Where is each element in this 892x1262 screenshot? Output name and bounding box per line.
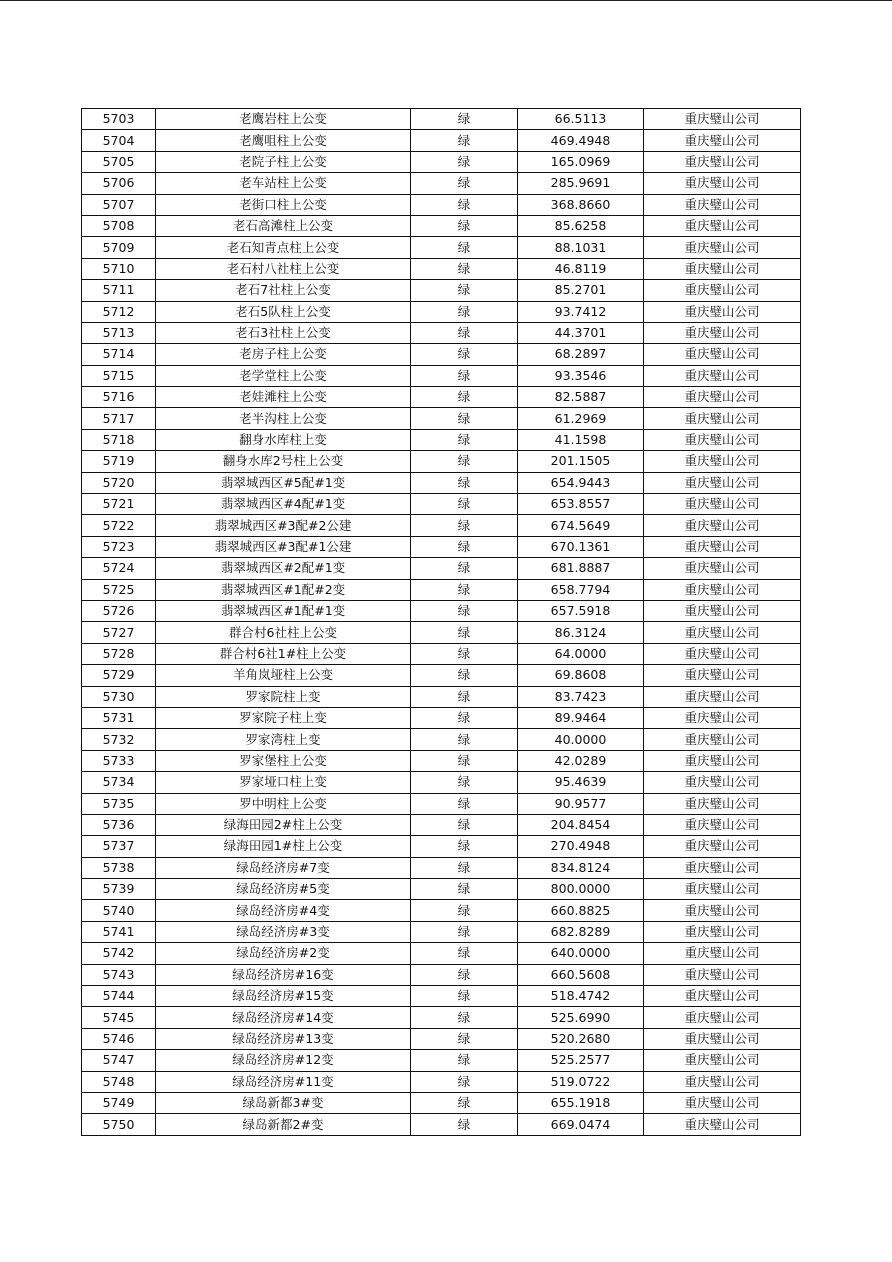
company-cell: 重庆璧山公司 bbox=[644, 451, 801, 472]
value-cell: 86.3124 bbox=[518, 622, 644, 643]
company-cell: 重庆璧山公司 bbox=[644, 322, 801, 343]
transformer-name-cell: 老鹰咀柱上公变 bbox=[156, 130, 411, 151]
company-cell: 重庆璧山公司 bbox=[644, 387, 801, 408]
company-cell: 重庆璧山公司 bbox=[644, 836, 801, 857]
table-row bbox=[82, 558, 801, 579]
row-number-cell: 5707 bbox=[82, 194, 156, 215]
value-cell: 368.8660 bbox=[518, 194, 644, 215]
company-cell: 重庆璧山公司 bbox=[644, 109, 801, 130]
company-cell: 重庆璧山公司 bbox=[644, 408, 801, 429]
transformer-name-cell: 绿岛经济房#11变 bbox=[156, 1071, 411, 1092]
value-cell: 655.1918 bbox=[518, 1092, 644, 1113]
table-row bbox=[82, 365, 801, 386]
transformer-name-cell: 绿岛经济房#14变 bbox=[156, 1007, 411, 1028]
value-cell: 660.5608 bbox=[518, 964, 644, 985]
transformer-name-cell: 绿岛经济房#16变 bbox=[156, 964, 411, 985]
table-row bbox=[82, 215, 801, 236]
row-number-cell: 5746 bbox=[82, 1028, 156, 1049]
row-number-cell: 5741 bbox=[82, 921, 156, 942]
transformer-name-cell: 绿岛经济房#2变 bbox=[156, 943, 411, 964]
color-code-cell: 绿 bbox=[411, 301, 518, 322]
transformer-name-cell: 老石村八社柱上公变 bbox=[156, 258, 411, 279]
row-number-cell: 5733 bbox=[82, 750, 156, 771]
table-row bbox=[82, 387, 801, 408]
table-row bbox=[82, 600, 801, 621]
table-row bbox=[82, 258, 801, 279]
transformer-name-cell: 老娃滩柱上公变 bbox=[156, 387, 411, 408]
value-cell: 682.8289 bbox=[518, 921, 644, 942]
company-cell: 重庆璧山公司 bbox=[644, 665, 801, 686]
color-code-cell: 绿 bbox=[411, 344, 518, 365]
company-cell: 重庆璧山公司 bbox=[644, 215, 801, 236]
table-row bbox=[82, 879, 801, 900]
company-cell: 重庆璧山公司 bbox=[644, 173, 801, 194]
transformer-name-cell: 绿岛经济房#4变 bbox=[156, 900, 411, 921]
row-number-cell: 5716 bbox=[82, 387, 156, 408]
value-cell: 834.8124 bbox=[518, 857, 644, 878]
color-code-cell: 绿 bbox=[411, 1071, 518, 1092]
table-row bbox=[82, 729, 801, 750]
company-cell: 重庆璧山公司 bbox=[644, 151, 801, 172]
row-number-cell: 5722 bbox=[82, 515, 156, 536]
transformer-name-cell: 罗家垭口柱上变 bbox=[156, 772, 411, 793]
table-row bbox=[82, 536, 801, 557]
color-code-cell: 绿 bbox=[411, 921, 518, 942]
value-cell: 42.0289 bbox=[518, 750, 644, 771]
color-code-cell: 绿 bbox=[411, 1050, 518, 1071]
transformer-name-cell: 翻身水库2号柱上公变 bbox=[156, 451, 411, 472]
transformer-name-cell: 群合村6社柱上公变 bbox=[156, 622, 411, 643]
color-code-cell: 绿 bbox=[411, 322, 518, 343]
company-cell: 重庆璧山公司 bbox=[644, 558, 801, 579]
transformer-name-cell: 老石3社柱上公变 bbox=[156, 322, 411, 343]
company-cell: 重庆璧山公司 bbox=[644, 258, 801, 279]
value-cell: 85.2701 bbox=[518, 280, 644, 301]
row-number-cell: 5704 bbox=[82, 130, 156, 151]
table-row bbox=[82, 814, 801, 835]
value-cell: 44.3701 bbox=[518, 322, 644, 343]
table-row bbox=[82, 750, 801, 771]
row-number-cell: 5747 bbox=[82, 1050, 156, 1071]
color-code-cell: 绿 bbox=[411, 130, 518, 151]
value-cell: 64.0000 bbox=[518, 643, 644, 664]
row-number-cell: 5705 bbox=[82, 151, 156, 172]
row-number-cell: 5711 bbox=[82, 280, 156, 301]
company-cell: 重庆璧山公司 bbox=[644, 750, 801, 771]
color-code-cell: 绿 bbox=[411, 665, 518, 686]
transformer-name-cell: 绿海田园2#柱上公变 bbox=[156, 814, 411, 835]
value-cell: 46.8119 bbox=[518, 258, 644, 279]
table-row bbox=[82, 109, 801, 130]
company-cell: 重庆璧山公司 bbox=[644, 515, 801, 536]
transformer-name-cell: 翡翠城西区#1配#2变 bbox=[156, 579, 411, 600]
table-row bbox=[82, 194, 801, 215]
value-cell: 518.4742 bbox=[518, 986, 644, 1007]
value-cell: 525.2577 bbox=[518, 1050, 644, 1071]
row-number-cell: 5740 bbox=[82, 900, 156, 921]
value-cell: 165.0969 bbox=[518, 151, 644, 172]
transformer-name-cell: 绿岛经济房#7变 bbox=[156, 857, 411, 878]
color-code-cell: 绿 bbox=[411, 515, 518, 536]
company-cell: 重庆璧山公司 bbox=[644, 622, 801, 643]
table-row bbox=[82, 173, 801, 194]
color-code-cell: 绿 bbox=[411, 643, 518, 664]
value-cell: 657.5918 bbox=[518, 600, 644, 621]
value-cell: 520.2680 bbox=[518, 1028, 644, 1049]
row-number-cell: 5719 bbox=[82, 451, 156, 472]
color-code-cell: 绿 bbox=[411, 729, 518, 750]
value-cell: 82.5887 bbox=[518, 387, 644, 408]
table-row bbox=[82, 344, 801, 365]
transformer-name-cell: 绿岛新都3#变 bbox=[156, 1092, 411, 1113]
table-row bbox=[82, 943, 801, 964]
row-number-cell: 5724 bbox=[82, 558, 156, 579]
color-code-cell: 绿 bbox=[411, 943, 518, 964]
table-row bbox=[82, 1114, 801, 1135]
transformer-table bbox=[81, 108, 801, 1136]
table-row bbox=[82, 643, 801, 664]
value-cell: 41.1598 bbox=[518, 429, 644, 450]
table-row bbox=[82, 665, 801, 686]
company-cell: 重庆璧山公司 bbox=[644, 643, 801, 664]
transformer-name-cell: 群合村6社1#柱上公变 bbox=[156, 643, 411, 664]
row-number-cell: 5735 bbox=[82, 793, 156, 814]
company-cell: 重庆璧山公司 bbox=[644, 1114, 801, 1135]
row-number-cell: 5725 bbox=[82, 579, 156, 600]
transformer-name-cell: 罗家湾柱上变 bbox=[156, 729, 411, 750]
transformer-name-cell: 老石7社柱上公变 bbox=[156, 280, 411, 301]
row-number-cell: 5738 bbox=[82, 857, 156, 878]
color-code-cell: 绿 bbox=[411, 622, 518, 643]
color-code-cell: 绿 bbox=[411, 1092, 518, 1113]
company-cell: 重庆璧山公司 bbox=[644, 536, 801, 557]
transformer-name-cell: 罗家堡柱上公变 bbox=[156, 750, 411, 771]
color-code-cell: 绿 bbox=[411, 408, 518, 429]
row-number-cell: 5720 bbox=[82, 472, 156, 493]
table-row bbox=[82, 130, 801, 151]
table-body bbox=[82, 109, 801, 1136]
color-code-cell: 绿 bbox=[411, 151, 518, 172]
value-cell: 85.6258 bbox=[518, 215, 644, 236]
company-cell: 重庆璧山公司 bbox=[644, 1071, 801, 1092]
table-row bbox=[82, 1028, 801, 1049]
company-cell: 重庆璧山公司 bbox=[644, 943, 801, 964]
transformer-name-cell: 老车站柱上公变 bbox=[156, 173, 411, 194]
row-number-cell: 5703 bbox=[82, 109, 156, 130]
row-number-cell: 5728 bbox=[82, 643, 156, 664]
color-code-cell: 绿 bbox=[411, 387, 518, 408]
color-code-cell: 绿 bbox=[411, 1007, 518, 1028]
table-row bbox=[82, 408, 801, 429]
color-code-cell: 绿 bbox=[411, 1114, 518, 1135]
row-number-cell: 5739 bbox=[82, 879, 156, 900]
row-number-cell: 5730 bbox=[82, 686, 156, 707]
value-cell: 201.1505 bbox=[518, 451, 644, 472]
table-row bbox=[82, 301, 801, 322]
value-cell: 90.9577 bbox=[518, 793, 644, 814]
transformer-name-cell: 绿岛经济房#13变 bbox=[156, 1028, 411, 1049]
color-code-cell: 绿 bbox=[411, 280, 518, 301]
color-code-cell: 绿 bbox=[411, 451, 518, 472]
table-row bbox=[82, 622, 801, 643]
color-code-cell: 绿 bbox=[411, 857, 518, 878]
color-code-cell: 绿 bbox=[411, 793, 518, 814]
color-code-cell: 绿 bbox=[411, 707, 518, 728]
table-row bbox=[82, 494, 801, 515]
company-cell: 重庆璧山公司 bbox=[644, 344, 801, 365]
value-cell: 68.2897 bbox=[518, 344, 644, 365]
row-number-cell: 5726 bbox=[82, 600, 156, 621]
value-cell: 654.9443 bbox=[518, 472, 644, 493]
value-cell: 270.4948 bbox=[518, 836, 644, 857]
company-cell: 重庆璧山公司 bbox=[644, 237, 801, 258]
table-row bbox=[82, 1007, 801, 1028]
value-cell: 674.5649 bbox=[518, 515, 644, 536]
color-code-cell: 绿 bbox=[411, 836, 518, 857]
color-code-cell: 绿 bbox=[411, 1028, 518, 1049]
value-cell: 670.1361 bbox=[518, 536, 644, 557]
company-cell: 重庆璧山公司 bbox=[644, 194, 801, 215]
row-number-cell: 5731 bbox=[82, 707, 156, 728]
row-number-cell: 5715 bbox=[82, 365, 156, 386]
value-cell: 285.9691 bbox=[518, 173, 644, 194]
company-cell: 重庆璧山公司 bbox=[644, 964, 801, 985]
row-number-cell: 5732 bbox=[82, 729, 156, 750]
transformer-name-cell: 老院子柱上公变 bbox=[156, 151, 411, 172]
color-code-cell: 绿 bbox=[411, 258, 518, 279]
company-cell: 重庆璧山公司 bbox=[644, 579, 801, 600]
table-row bbox=[82, 451, 801, 472]
transformer-name-cell: 罗家院子柱上变 bbox=[156, 707, 411, 728]
color-code-cell: 绿 bbox=[411, 109, 518, 130]
transformer-name-cell: 绿岛经济房#12变 bbox=[156, 1050, 411, 1071]
color-code-cell: 绿 bbox=[411, 365, 518, 386]
row-number-cell: 5709 bbox=[82, 237, 156, 258]
value-cell: 95.4639 bbox=[518, 772, 644, 793]
company-cell: 重庆璧山公司 bbox=[644, 879, 801, 900]
color-code-cell: 绿 bbox=[411, 472, 518, 493]
row-number-cell: 5712 bbox=[82, 301, 156, 322]
value-cell: 93.7412 bbox=[518, 301, 644, 322]
row-number-cell: 5710 bbox=[82, 258, 156, 279]
transformer-name-cell: 羊角岚垭柱上公变 bbox=[156, 665, 411, 686]
transformer-name-cell: 老半沟柱上公变 bbox=[156, 408, 411, 429]
value-cell: 93.3546 bbox=[518, 365, 644, 386]
table-row bbox=[82, 707, 801, 728]
table-row bbox=[82, 900, 801, 921]
color-code-cell: 绿 bbox=[411, 536, 518, 557]
value-cell: 660.8825 bbox=[518, 900, 644, 921]
transformer-name-cell: 老石知青点柱上公变 bbox=[156, 237, 411, 258]
color-code-cell: 绿 bbox=[411, 686, 518, 707]
table-row bbox=[82, 237, 801, 258]
row-number-cell: 5736 bbox=[82, 814, 156, 835]
row-number-cell: 5723 bbox=[82, 536, 156, 557]
value-cell: 89.9464 bbox=[518, 707, 644, 728]
row-number-cell: 5727 bbox=[82, 622, 156, 643]
value-cell: 640.0000 bbox=[518, 943, 644, 964]
table-row bbox=[82, 1050, 801, 1071]
transformer-name-cell: 老鹰岩柱上公变 bbox=[156, 109, 411, 130]
table-row bbox=[82, 151, 801, 172]
value-cell: 66.5113 bbox=[518, 109, 644, 130]
row-number-cell: 5729 bbox=[82, 665, 156, 686]
table-row bbox=[82, 429, 801, 450]
value-cell: 469.4948 bbox=[518, 130, 644, 151]
transformer-name-cell: 老街口柱上公变 bbox=[156, 194, 411, 215]
company-cell: 重庆璧山公司 bbox=[644, 857, 801, 878]
value-cell: 800.0000 bbox=[518, 879, 644, 900]
value-cell: 40.0000 bbox=[518, 729, 644, 750]
value-cell: 83.7423 bbox=[518, 686, 644, 707]
table-row bbox=[82, 793, 801, 814]
company-cell: 重庆璧山公司 bbox=[644, 772, 801, 793]
value-cell: 681.8887 bbox=[518, 558, 644, 579]
transformer-name-cell: 翡翠城西区#1配#1变 bbox=[156, 600, 411, 621]
color-code-cell: 绿 bbox=[411, 429, 518, 450]
transformer-name-cell: 绿岛经济房#15变 bbox=[156, 986, 411, 1007]
company-cell: 重庆璧山公司 bbox=[644, 729, 801, 750]
color-code-cell: 绿 bbox=[411, 237, 518, 258]
transformer-name-cell: 罗家院柱上变 bbox=[156, 686, 411, 707]
row-number-cell: 5718 bbox=[82, 429, 156, 450]
company-cell: 重庆璧山公司 bbox=[644, 814, 801, 835]
row-number-cell: 5717 bbox=[82, 408, 156, 429]
company-cell: 重庆璧山公司 bbox=[644, 707, 801, 728]
value-cell: 61.2969 bbox=[518, 408, 644, 429]
page-top-border bbox=[0, 0, 892, 1]
company-cell: 重庆璧山公司 bbox=[644, 472, 801, 493]
transformer-name-cell: 绿岛新都2#变 bbox=[156, 1114, 411, 1135]
company-cell: 重庆璧山公司 bbox=[644, 600, 801, 621]
company-cell: 重庆璧山公司 bbox=[644, 130, 801, 151]
table-row bbox=[82, 986, 801, 1007]
company-cell: 重庆璧山公司 bbox=[644, 1050, 801, 1071]
color-code-cell: 绿 bbox=[411, 600, 518, 621]
transformer-name-cell: 老石高滩柱上公变 bbox=[156, 215, 411, 236]
row-number-cell: 5737 bbox=[82, 836, 156, 857]
transformer-name-cell: 老学堂柱上公变 bbox=[156, 365, 411, 386]
company-cell: 重庆璧山公司 bbox=[644, 986, 801, 1007]
company-cell: 重庆璧山公司 bbox=[644, 1028, 801, 1049]
color-code-cell: 绿 bbox=[411, 772, 518, 793]
row-number-cell: 5744 bbox=[82, 986, 156, 1007]
table-row bbox=[82, 686, 801, 707]
row-number-cell: 5743 bbox=[82, 964, 156, 985]
color-code-cell: 绿 bbox=[411, 579, 518, 600]
row-number-cell: 5750 bbox=[82, 1114, 156, 1135]
transformer-name-cell: 老石5队柱上公变 bbox=[156, 301, 411, 322]
company-cell: 重庆璧山公司 bbox=[644, 921, 801, 942]
row-number-cell: 5734 bbox=[82, 772, 156, 793]
transformer-name-cell: 翡翠城西区#3配#2公建 bbox=[156, 515, 411, 536]
row-number-cell: 5749 bbox=[82, 1092, 156, 1113]
row-number-cell: 5748 bbox=[82, 1071, 156, 1092]
color-code-cell: 绿 bbox=[411, 558, 518, 579]
transformer-name-cell: 翡翠城西区#3配#1公建 bbox=[156, 536, 411, 557]
value-cell: 525.6990 bbox=[518, 1007, 644, 1028]
value-cell: 88.1031 bbox=[518, 237, 644, 258]
table-row bbox=[82, 515, 801, 536]
table-row bbox=[82, 1092, 801, 1113]
color-code-cell: 绿 bbox=[411, 173, 518, 194]
color-code-cell: 绿 bbox=[411, 879, 518, 900]
company-cell: 重庆璧山公司 bbox=[644, 280, 801, 301]
table-row bbox=[82, 322, 801, 343]
table-row bbox=[82, 772, 801, 793]
color-code-cell: 绿 bbox=[411, 750, 518, 771]
row-number-cell: 5708 bbox=[82, 215, 156, 236]
transformer-name-cell: 翡翠城西区#5配#1变 bbox=[156, 472, 411, 493]
company-cell: 重庆璧山公司 bbox=[644, 900, 801, 921]
transformer-name-cell: 翡翠城西区#4配#1变 bbox=[156, 494, 411, 515]
row-number-cell: 5706 bbox=[82, 173, 156, 194]
company-cell: 重庆璧山公司 bbox=[644, 686, 801, 707]
color-code-cell: 绿 bbox=[411, 814, 518, 835]
company-cell: 重庆璧山公司 bbox=[644, 365, 801, 386]
transformer-name-cell: 翻身水库柱上变 bbox=[156, 429, 411, 450]
value-cell: 653.8557 bbox=[518, 494, 644, 515]
value-cell: 204.8454 bbox=[518, 814, 644, 835]
transformer-name-cell: 翡翠城西区#2配#1变 bbox=[156, 558, 411, 579]
table-row bbox=[82, 857, 801, 878]
row-number-cell: 5742 bbox=[82, 943, 156, 964]
color-code-cell: 绿 bbox=[411, 986, 518, 1007]
row-number-cell: 5745 bbox=[82, 1007, 156, 1028]
company-cell: 重庆璧山公司 bbox=[644, 301, 801, 322]
table-row bbox=[82, 579, 801, 600]
transformer-name-cell: 绿岛经济房#5变 bbox=[156, 879, 411, 900]
row-number-cell: 5714 bbox=[82, 344, 156, 365]
color-code-cell: 绿 bbox=[411, 494, 518, 515]
transformer-name-cell: 绿海田园1#柱上公变 bbox=[156, 836, 411, 857]
table-row bbox=[82, 280, 801, 301]
color-code-cell: 绿 bbox=[411, 215, 518, 236]
transformer-name-cell: 绿岛经济房#3变 bbox=[156, 921, 411, 942]
company-cell: 重庆璧山公司 bbox=[644, 1007, 801, 1028]
table-row bbox=[82, 964, 801, 985]
value-cell: 658.7794 bbox=[518, 579, 644, 600]
transformer-name-cell: 罗中明柱上公变 bbox=[156, 793, 411, 814]
table-row bbox=[82, 1071, 801, 1092]
company-cell: 重庆璧山公司 bbox=[644, 793, 801, 814]
company-cell: 重庆璧山公司 bbox=[644, 494, 801, 515]
company-cell: 重庆璧山公司 bbox=[644, 1092, 801, 1113]
value-cell: 669.0474 bbox=[518, 1114, 644, 1135]
table-row bbox=[82, 472, 801, 493]
color-code-cell: 绿 bbox=[411, 900, 518, 921]
table-row bbox=[82, 921, 801, 942]
company-cell: 重庆璧山公司 bbox=[644, 429, 801, 450]
color-code-cell: 绿 bbox=[411, 194, 518, 215]
value-cell: 69.8608 bbox=[518, 665, 644, 686]
row-number-cell: 5713 bbox=[82, 322, 156, 343]
table-row bbox=[82, 836, 801, 857]
transformer-name-cell: 老房子柱上公变 bbox=[156, 344, 411, 365]
value-cell: 519.0722 bbox=[518, 1071, 644, 1092]
color-code-cell: 绿 bbox=[411, 964, 518, 985]
row-number-cell: 5721 bbox=[82, 494, 156, 515]
